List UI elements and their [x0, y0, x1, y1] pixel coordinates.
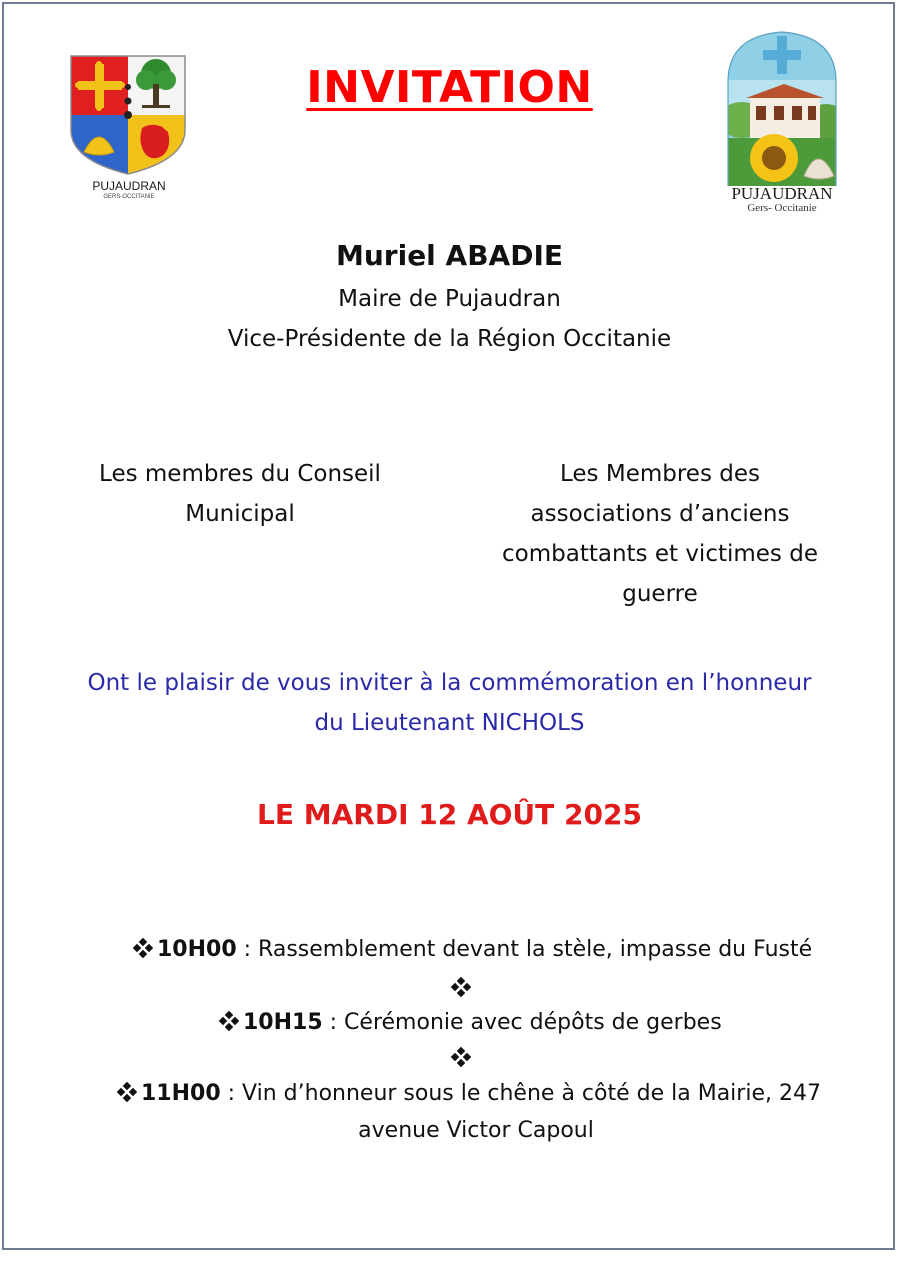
co-host-council-line: Municipal	[185, 501, 295, 527]
host-role-mayor: Maire de Pujaudran	[338, 286, 561, 312]
separator-diamond	[452, 978, 475, 999]
right-logo-subtitle: Gers- Occitanie	[747, 202, 817, 214]
schedule-item	[134, 937, 812, 962]
page-title: INVITATION	[306, 62, 593, 113]
bullet-diamond-icon	[220, 1012, 238, 1030]
schedule-item-continuation: avenue Victor Capoul	[358, 1118, 594, 1143]
schedule-text: : Vin d’honneur sous le chêne à côté de la Mairie, 247	[220, 1081, 821, 1106]
co-host-veterans-line: Les Membres des	[560, 461, 760, 487]
co-host-veterans-line: guerre	[622, 581, 698, 607]
left-logo-subtitle: GERS-OCCITANIE	[103, 194, 155, 200]
bullet-diamond-icon	[452, 978, 470, 996]
invitation-line: Ont le plaisir de vous inviter à la commémoration en l’honneur	[87, 670, 812, 696]
co-host-council-line: Les membres du Conseil	[99, 461, 381, 487]
bullet-diamond-icon	[118, 1083, 136, 1101]
schedule-item	[118, 1081, 821, 1106]
co-host-veterans-line: combattants et victimes de	[502, 541, 818, 567]
co-host-council	[60, 454, 420, 534]
schedule-text: : Rassemblement devant la stèle, impasse du Fusté	[236, 937, 813, 962]
right-logo	[722, 30, 842, 220]
schedule-time: 10H15	[243, 1010, 323, 1035]
schedule-time: 11H00	[141, 1081, 221, 1106]
host-role-vice-president: Vice-Présidente de la Région Occitanie	[227, 326, 672, 352]
schedule-text: : Cérémonie avec dépôts de gerbes	[322, 1010, 722, 1035]
event-date: LE MARDI 12 AOÛT 2025	[257, 798, 642, 831]
village-logo-icon	[722, 30, 842, 188]
right-logo-name: PUJAUDRAN	[731, 184, 833, 203]
separator-diamond	[452, 1048, 475, 1069]
bullet-diamond-icon	[134, 939, 152, 957]
invitation-text	[0, 663, 899, 743]
bullet-diamond-icon	[452, 1048, 470, 1066]
schedule-item	[220, 1010, 722, 1035]
co-host-veterans-line: associations d’anciens	[530, 501, 790, 527]
left-logo-name: PUJAUDRAN	[92, 179, 166, 193]
invitation-line: du Lieutenant NICHOLS	[314, 710, 585, 736]
host-name: Muriel ABADIE	[335, 239, 563, 272]
schedule-time: 10H00	[157, 937, 237, 962]
co-host-veterans	[470, 454, 850, 614]
